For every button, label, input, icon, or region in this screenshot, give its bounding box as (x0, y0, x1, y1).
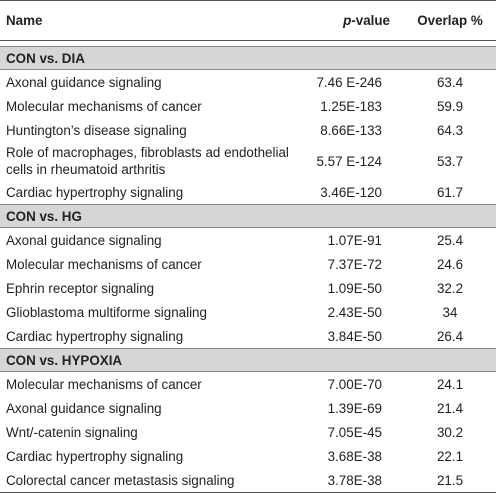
pathway-name: Glioblastoma multiforme signaling (6, 304, 207, 320)
table-row (0, 468, 496, 493)
overlap-percent: 64.3 (436, 122, 464, 138)
p-value: 3.46E-120 (320, 184, 382, 200)
table-row (0, 94, 496, 118)
group-title: CON vs. HYPOXIA (0, 349, 496, 372)
table-row (0, 142, 496, 180)
pathway-name: Axonal guidance signaling (6, 74, 162, 90)
pathway-name: Molecular mechanisms of cancer (6, 376, 202, 392)
pvalue-header-suffix: -value (351, 13, 390, 28)
pathway-name: Molecular mechanisms of cancer (6, 256, 202, 272)
name-column-header: Name (0, 1, 300, 41)
table-row (0, 444, 496, 468)
p-value: 1.07E-91 (327, 232, 382, 248)
table-row (0, 324, 496, 349)
group-header-row (0, 47, 496, 70)
p-value: 3.68E-38 (327, 448, 382, 464)
group-header-row (0, 349, 496, 372)
overlap-column-header: Overlap % (404, 1, 496, 41)
p-value: 8.66E-133 (320, 122, 382, 138)
pathway-name: Axonal guidance signaling (6, 232, 162, 248)
overlap-percent: 24.6 (436, 256, 464, 272)
overlap-percent: 24.1 (436, 376, 464, 392)
p-value: 2.43E-50 (327, 304, 382, 320)
p-value: 3.78E-38 (300, 468, 404, 493)
overlap-percent: 34 (442, 304, 458, 320)
table-row (0, 276, 496, 300)
pathway-name: Role of macrophages, fibroblasts ad endothelial cells in rheumatoid arthritis (6, 145, 289, 177)
pathway-name: Colorectal cancer metastasis signaling (0, 468, 300, 493)
pathway-name: Cardiac hypertrophy signaling (6, 328, 184, 344)
overlap-percent: 21.4 (436, 400, 464, 416)
overlap-percent: 21.5 (404, 468, 496, 493)
overlap-percent: 26.4 (436, 328, 464, 344)
group-header-row (0, 205, 496, 228)
p-value: 5.57 E-124 (316, 153, 382, 169)
p-value: 1.25E-183 (320, 98, 382, 114)
p-value: 7.00E-70 (327, 376, 382, 392)
pathway-name: Cardiac hypertrophy signaling (6, 448, 184, 464)
pvalue-column-header (300, 1, 404, 41)
pathway-name: Wnt/-catenin signaling (6, 424, 138, 440)
pathway-name: Ephrin receptor signaling (6, 280, 155, 296)
overlap-percent: 61.7 (436, 184, 464, 200)
overlap-percent: 30.2 (436, 424, 464, 440)
p-value: 3.84E-50 (327, 328, 382, 344)
group-title: CON vs. DIA (0, 47, 496, 70)
p-value: 7.46 E-246 (316, 74, 382, 90)
table-row (0, 300, 496, 324)
overlap-percent: 25.4 (436, 232, 464, 248)
p-value: 1.39E-69 (327, 400, 382, 416)
header-row (0, 1, 496, 41)
pathway-name: Huntington’s disease signaling (6, 122, 187, 138)
p-value: 1.09E-50 (327, 280, 382, 296)
pathway-name: Axonal guidance signaling (6, 400, 162, 416)
overlap-percent: 63.4 (436, 74, 464, 90)
table-row (0, 372, 496, 397)
pvalue-header-italic: p (343, 13, 352, 28)
table-row (0, 420, 496, 444)
table-row (0, 70, 496, 95)
p-value: 7.05E-45 (327, 424, 382, 440)
table-row (0, 396, 496, 420)
table-row (0, 252, 496, 276)
pathway-name: Cardiac hypertrophy signaling (6, 184, 184, 200)
overlap-percent: 59.9 (436, 98, 464, 114)
overlap-percent: 32.2 (436, 280, 464, 296)
pathway-name: Molecular mechanisms of cancer (6, 98, 202, 114)
overlap-percent: 22.1 (436, 448, 464, 464)
group-title: CON vs. HG (0, 205, 496, 228)
overlap-percent: 53.7 (436, 153, 464, 169)
table-row (0, 180, 496, 205)
table-row (0, 118, 496, 142)
p-value: 7.37E-72 (327, 256, 382, 272)
table-row (0, 228, 496, 253)
